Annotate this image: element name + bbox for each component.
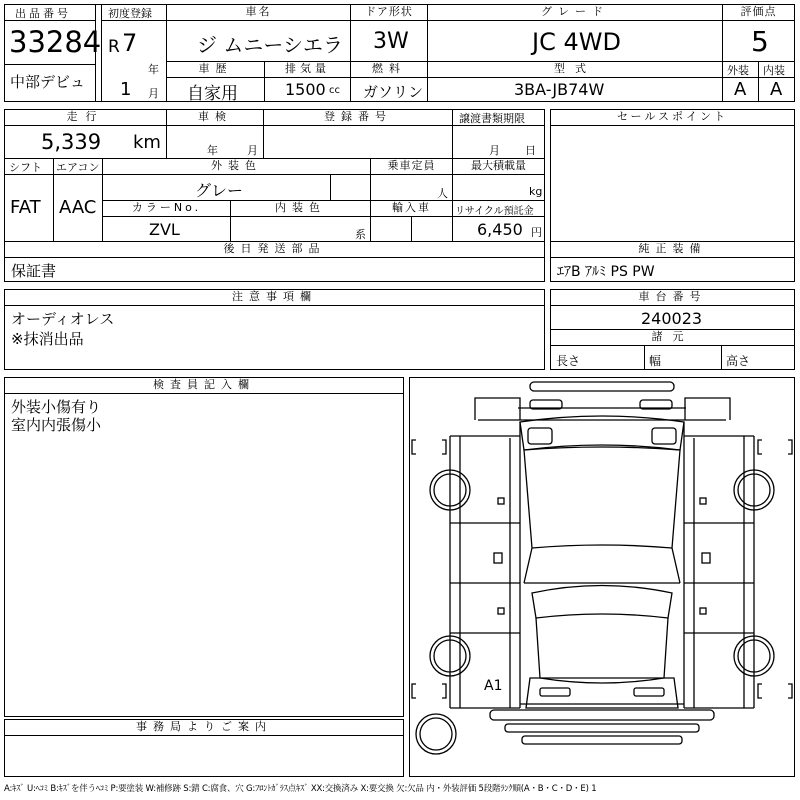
displacement-unit: cc <box>329 85 340 96</box>
transfer-month-unit: 月 <box>489 144 500 157</box>
exterior-label-cell <box>722 61 759 78</box>
shift-label: シフト <box>9 161 42 174</box>
length-cell <box>550 345 645 370</box>
recycle-unit: 円 <box>531 226 542 239</box>
exterior-grade-cell <box>722 77 759 102</box>
import-label: 輸入車 <box>392 201 431 214</box>
model: 3BA-JB74W <box>514 80 605 99</box>
interior-grade-cell <box>758 77 795 102</box>
height-cell <box>721 345 795 370</box>
recycle: 6,450 <box>477 220 523 239</box>
color-cell <box>102 174 331 201</box>
history-label-cell <box>166 61 265 78</box>
color-no-label: カラーNo. <box>131 201 202 214</box>
inspector-line: 室内内張傷小 <box>11 416 102 434</box>
exterior-grade: A <box>734 79 747 100</box>
year: 7 <box>122 29 138 57</box>
car-diagram-box <box>409 377 795 777</box>
grade-cell <box>427 20 723 62</box>
exterior-label: 外装 <box>727 64 749 77</box>
model-label-cell <box>427 61 723 78</box>
score-label: 評価点 <box>740 5 777 18</box>
model-label: 型式 <box>554 62 596 75</box>
era: R <box>108 37 120 57</box>
first-reg-label: 初度登録 <box>108 7 152 20</box>
history-label: 車歴 <box>198 62 233 75</box>
later-parts: 保証書 <box>11 262 57 280</box>
damage-mark-a1: A1 <box>484 678 503 694</box>
color-label: 外装色 <box>211 159 262 172</box>
load-unit: kg <box>529 185 543 198</box>
insp-month-unit: 月 <box>247 144 258 157</box>
capacity-unit: 人 <box>437 187 448 200</box>
month-unit: 月 <box>148 87 159 100</box>
ac-label-cell <box>53 158 103 175</box>
sales-point-label: セールスポイント <box>616 110 728 123</box>
color-no: ZVL <box>149 220 180 239</box>
chassis-no: 240023 <box>641 309 703 328</box>
load-cell <box>452 174 545 201</box>
caution-cell <box>4 305 545 370</box>
later-parts-label-cell <box>4 241 545 258</box>
office-label-cell <box>4 719 404 736</box>
office-cell <box>4 735 404 777</box>
specs-label: 諸元 <box>651 330 694 343</box>
fuel-label-cell <box>350 61 428 78</box>
score-cell <box>722 20 795 62</box>
inspection-label: 車検 <box>198 110 232 123</box>
displacement-label: 排気量 <box>285 62 330 75</box>
displacement: 1500 <box>285 80 326 99</box>
grade-label: グレード <box>541 5 609 18</box>
history: 自家用 <box>187 84 238 104</box>
color-extra-cell <box>330 174 371 201</box>
car-name: ジ ムニーシエラ <box>197 33 343 57</box>
shift: FAT <box>10 197 41 218</box>
color-label-cell <box>102 158 371 175</box>
chassis-cell <box>550 305 795 330</box>
interior-color-unit: 系 <box>355 228 366 241</box>
transfer-label-cell <box>452 109 545 126</box>
shift-label-cell <box>4 158 54 175</box>
score: 5 <box>751 25 769 58</box>
import-cell-b <box>411 216 453 242</box>
lot-no-label: 出品番号 <box>15 7 71 20</box>
capacity-label-cell <box>370 158 453 175</box>
mileage-cell <box>4 125 167 159</box>
ac-cell <box>53 174 103 242</box>
interior-color-label: 内装色 <box>275 201 326 214</box>
office-label: 事務局よりご案内 <box>136 720 272 733</box>
color: グレー <box>195 181 244 200</box>
venue-cell <box>4 64 96 102</box>
capacity-label: 乗車定員 <box>387 159 436 172</box>
month: 1 <box>120 79 132 100</box>
ac: AAC <box>59 197 97 218</box>
door-label: ドア形状 <box>365 5 413 18</box>
interior-grade: A <box>770 79 783 100</box>
model-cell <box>427 77 723 102</box>
mileage-unit: km <box>133 132 161 153</box>
chassis-label: 車台番号 <box>638 290 707 303</box>
length-label: 長さ <box>556 354 581 368</box>
reg-no-label-cell <box>263 109 453 126</box>
lot-no-label-cell <box>4 4 96 21</box>
transfer-label: 譲渡書類期限 <box>459 112 525 125</box>
car-diagram <box>410 378 794 776</box>
first-reg-cell <box>101 20 167 102</box>
caution-line: オーディオレス <box>11 310 115 328</box>
inspector-label: 検査員記入欄 <box>153 378 255 391</box>
grade: JC 4WD <box>532 28 621 56</box>
height-label: 高さ <box>726 354 751 368</box>
caution-line: ※抹消出品 <box>11 330 84 348</box>
fuel-label: 燃料 <box>372 62 406 75</box>
color-no-cell <box>102 216 231 242</box>
sales-point-label-cell <box>550 109 795 126</box>
mileage-label-cell <box>4 109 167 126</box>
legend: A:ｷｽﾞ U:ﾍｺﾐ B:ｷｽﾞを伴うﾍｺﾐ P:要塗装 W:補修跡 S:錆 C:腐食、穴 G:ﾌﾛﾝﾄｶﾞﾗｽ点ｷｽﾞ XX:交換済み X:要交換 欠:欠品 内・外装評価 5段階ﾗﾝｸ順(A・B・C・D・E) 1 <box>4 784 597 794</box>
caution-label-cell <box>4 289 545 306</box>
grade-label-cell <box>427 4 723 21</box>
history-cell <box>166 77 265 102</box>
caution-label: 注意事項欄 <box>232 290 317 303</box>
shift-cell <box>4 174 54 242</box>
insp-year-unit: 年 <box>207 144 218 157</box>
displacement-label-cell <box>264 61 351 78</box>
door: 3W <box>373 29 409 54</box>
car-name-label: 車名 <box>245 5 272 18</box>
capacity-cell <box>370 174 453 201</box>
recycle-cell <box>452 216 545 242</box>
transfer-cell <box>452 125 545 159</box>
score-label-cell <box>722 4 795 21</box>
width-label: 幅 <box>649 354 662 368</box>
fuel: ガソリン <box>363 83 424 101</box>
chassis-label-cell <box>550 289 795 306</box>
equipment-label-cell <box>550 241 795 258</box>
reg-no-cell <box>263 125 453 159</box>
inspection-label-cell <box>166 109 264 126</box>
inspector-label-cell <box>4 377 404 394</box>
recycle-label: リサイクル預託金 <box>455 206 534 217</box>
lot-no: 33284 <box>9 25 102 59</box>
specs-label-cell <box>550 329 795 346</box>
later-parts-label: 後日発送部品 <box>223 242 326 255</box>
car-name-label-cell <box>166 4 351 21</box>
interior-color-label-cell <box>230 200 371 217</box>
interior-label-cell <box>758 61 795 78</box>
ac-label: エアコン <box>56 161 100 174</box>
load-label-cell <box>452 158 545 175</box>
door-cell <box>350 20 428 62</box>
year-unit: 年 <box>148 63 159 76</box>
equipment-cell <box>550 257 795 282</box>
later-parts-cell <box>4 257 545 282</box>
color-no-label-cell <box>102 200 231 217</box>
load-label: 最大積載量 <box>471 159 526 172</box>
fuel-cell <box>350 77 428 102</box>
interior-color-cell <box>230 216 371 242</box>
mileage: 5,339 <box>41 130 102 154</box>
lot-no-cell <box>4 20 102 65</box>
recycle-label-cell <box>452 200 545 217</box>
reg-no-label: 登録番号 <box>324 110 392 123</box>
import-label-cell <box>370 200 453 217</box>
interior-label: 内装 <box>763 64 785 77</box>
equipment: ｴｱB ｱﾙﾐ PS PW <box>557 264 655 280</box>
sales-point-cell <box>550 125 795 242</box>
import-cell-a <box>370 216 412 242</box>
equipment-label: 純正装備 <box>638 242 707 255</box>
displacement-cell <box>264 77 351 102</box>
venue: 中部デビュ <box>10 73 86 91</box>
inspector-cell <box>4 393 404 717</box>
transfer-day-unit: 日 <box>525 144 536 157</box>
inspection-cell <box>166 125 264 159</box>
mileage-label: 走行 <box>66 110 105 123</box>
width-cell <box>644 345 722 370</box>
inspector-line: 外装小傷有り <box>11 398 102 416</box>
door-label-cell <box>350 4 428 21</box>
first-reg-label-cell <box>101 4 167 21</box>
car-name-cell <box>166 20 351 62</box>
